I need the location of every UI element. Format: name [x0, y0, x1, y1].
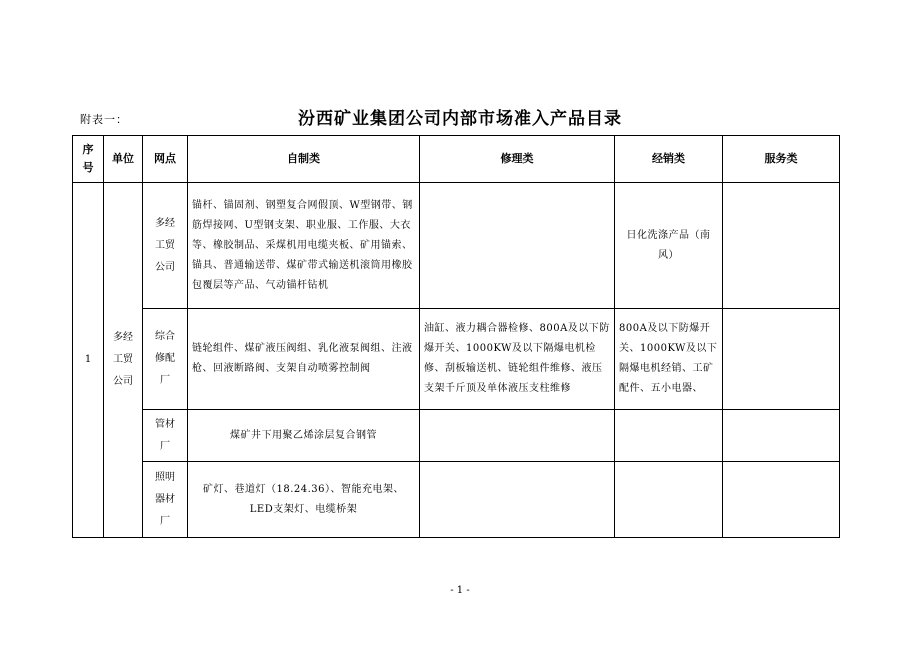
outlet-cell: 多经工贸公司 — [143, 183, 188, 309]
self-made-cell: 煤矿井下用聚乙烯涂层复合钢管 — [188, 410, 420, 462]
repair-cell: 油缸、液力耦合器检修、800A及以下防爆开关、1000KW及以下隔爆电机检修、刮板输送机、链轮组件维修、液压支架千斤顶及单体液压支柱维修 — [420, 309, 615, 410]
self-made-cell: 矿灯、巷道灯（18.24.36）、智能充电架、LED支架灯、电缆桥架 — [188, 462, 420, 538]
service-cell — [723, 183, 840, 309]
header-seq: 序号 — [73, 136, 104, 183]
header-unit: 单位 — [104, 136, 143, 183]
header-repair: 修理类 — [420, 136, 615, 183]
distribution-cell — [615, 462, 723, 538]
annex-label: 附表一： — [80, 113, 128, 126]
repair-cell — [420, 410, 615, 462]
header-row — [73, 136, 840, 183]
product-catalog-table — [72, 135, 840, 538]
outlet-cell: 管材厂 — [143, 410, 188, 462]
outlet-cell: 综合修配厂 — [143, 309, 188, 410]
table-row — [73, 309, 840, 410]
page-number: - 1 - — [450, 585, 470, 596]
distribution-cell — [615, 410, 723, 462]
group-unit: 多经工贸公司 — [104, 183, 143, 538]
service-cell — [723, 462, 840, 538]
header-outlet: 网点 — [143, 136, 188, 183]
table-row — [73, 410, 840, 462]
self-made-cell: 锚杆、锚固剂、钢塑复合网假顶、W型钢带、钢筋焊接网、U型钢支架、职业服、工作服、大衣等、橡胶制品、采煤机用电缆夹板、矿用锚索、锚具、普通输送带、煤矿带式输送机滚筒用橡胶包覆层等产品、气动锚杆钻机 — [188, 183, 420, 309]
table-row — [73, 183, 840, 309]
service-cell — [723, 410, 840, 462]
repair-cell — [420, 183, 615, 309]
distribution-cell: 800A及以下防爆开关、1000KW及以下隔爆电机经销、工矿配件、五小电器、 — [615, 309, 723, 410]
header-service: 服务类 — [723, 136, 840, 183]
distribution-cell: 日化洗涤产品（南风） — [615, 183, 723, 309]
header-distribution: 经销类 — [615, 136, 723, 183]
group-seq: 1 — [73, 183, 104, 538]
header-self-made: 自制类 — [188, 136, 420, 183]
self-made-cell: 链轮组件、煤矿液压阀组、乳化液泵阀组、注液枪、回液断路阀、支架自动喷雾控制阀 — [188, 309, 420, 410]
service-cell — [723, 309, 840, 410]
table-row — [73, 462, 840, 538]
page-title: 汾西矿业集团公司内部市场准入产品目录 — [298, 109, 622, 129]
repair-cell — [420, 462, 615, 538]
outlet-cell: 照明器材厂 — [143, 462, 188, 538]
